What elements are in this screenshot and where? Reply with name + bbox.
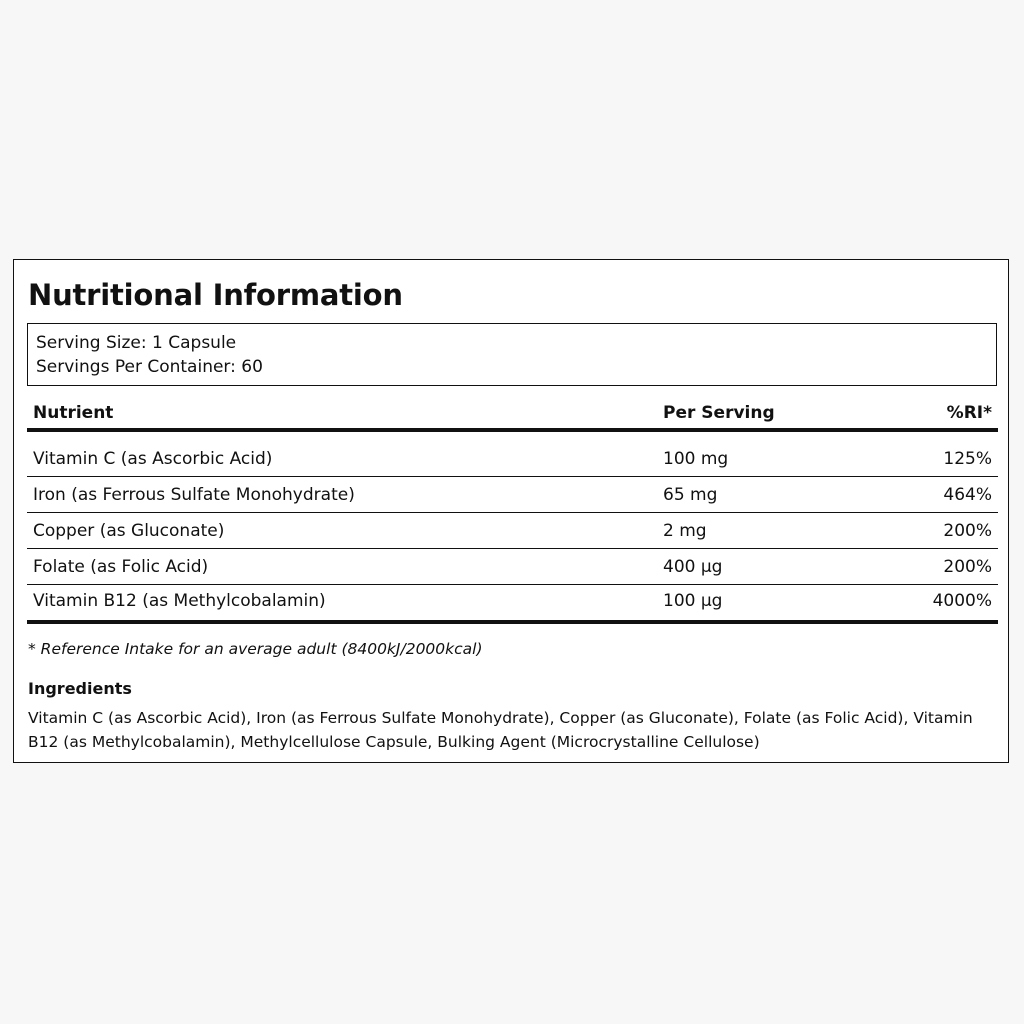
header-per-serving: Per Serving [663,403,775,423]
cell-ri: 200% [943,521,992,541]
servings-per-container: Servings Per Container: 60 [36,357,263,377]
nutrient-table [27,392,998,624]
table-row [27,549,998,585]
table-header [27,392,998,432]
serving-size: Serving Size: 1 Capsule [36,333,237,353]
cell-ri: 200% [943,557,992,577]
ri-footnote: * Reference Intake for an average adult (8400kJ/2000kcal) [28,640,483,658]
cell-nutrient: Folate (as Folic Acid) [33,557,209,577]
cell-ri: 4000% [932,591,992,611]
cell-ri: 464% [943,485,992,505]
cell-nutrient: Vitamin C (as Ascorbic Acid) [33,449,273,469]
cell-per-serving: 400 µg [663,557,723,577]
table-row [27,513,998,549]
header-nutrient: Nutrient [33,403,114,423]
cell-ri: 125% [943,449,992,469]
cell-nutrient: Copper (as Gluconate) [33,521,225,541]
cell-nutrient: Iron (as Ferrous Sulfate Monohydrate) [33,485,355,505]
serving-info-box [27,323,997,386]
cell-per-serving: 100 µg [663,591,723,611]
table-row [27,585,998,624]
table-row [27,477,998,513]
cell-nutrient: Vitamin B12 (as Methylcobalamin) [33,591,326,611]
cell-per-serving: 100 mg [663,449,729,469]
cell-per-serving: 65 mg [663,485,718,505]
panel-title: Nutritional Information [28,278,403,312]
cell-per-serving: 2 mg [663,521,707,541]
table-row [27,432,998,477]
ingredients-text: Vitamin C (as Ascorbic Acid), Iron (as Ferrous Sulfate Monohydrate), Copper (as Gluconate), Folate (as Folic Acid), Vitamin B12 (as Methylcobalamin), Methylcellulose Capsule, Bulking Agent (Microcrystalline Cellulose) [28,709,973,751]
header-ri: %RI* [946,403,992,423]
nutrition-panel [13,259,1009,763]
ingredients-heading: Ingredients [28,679,132,698]
